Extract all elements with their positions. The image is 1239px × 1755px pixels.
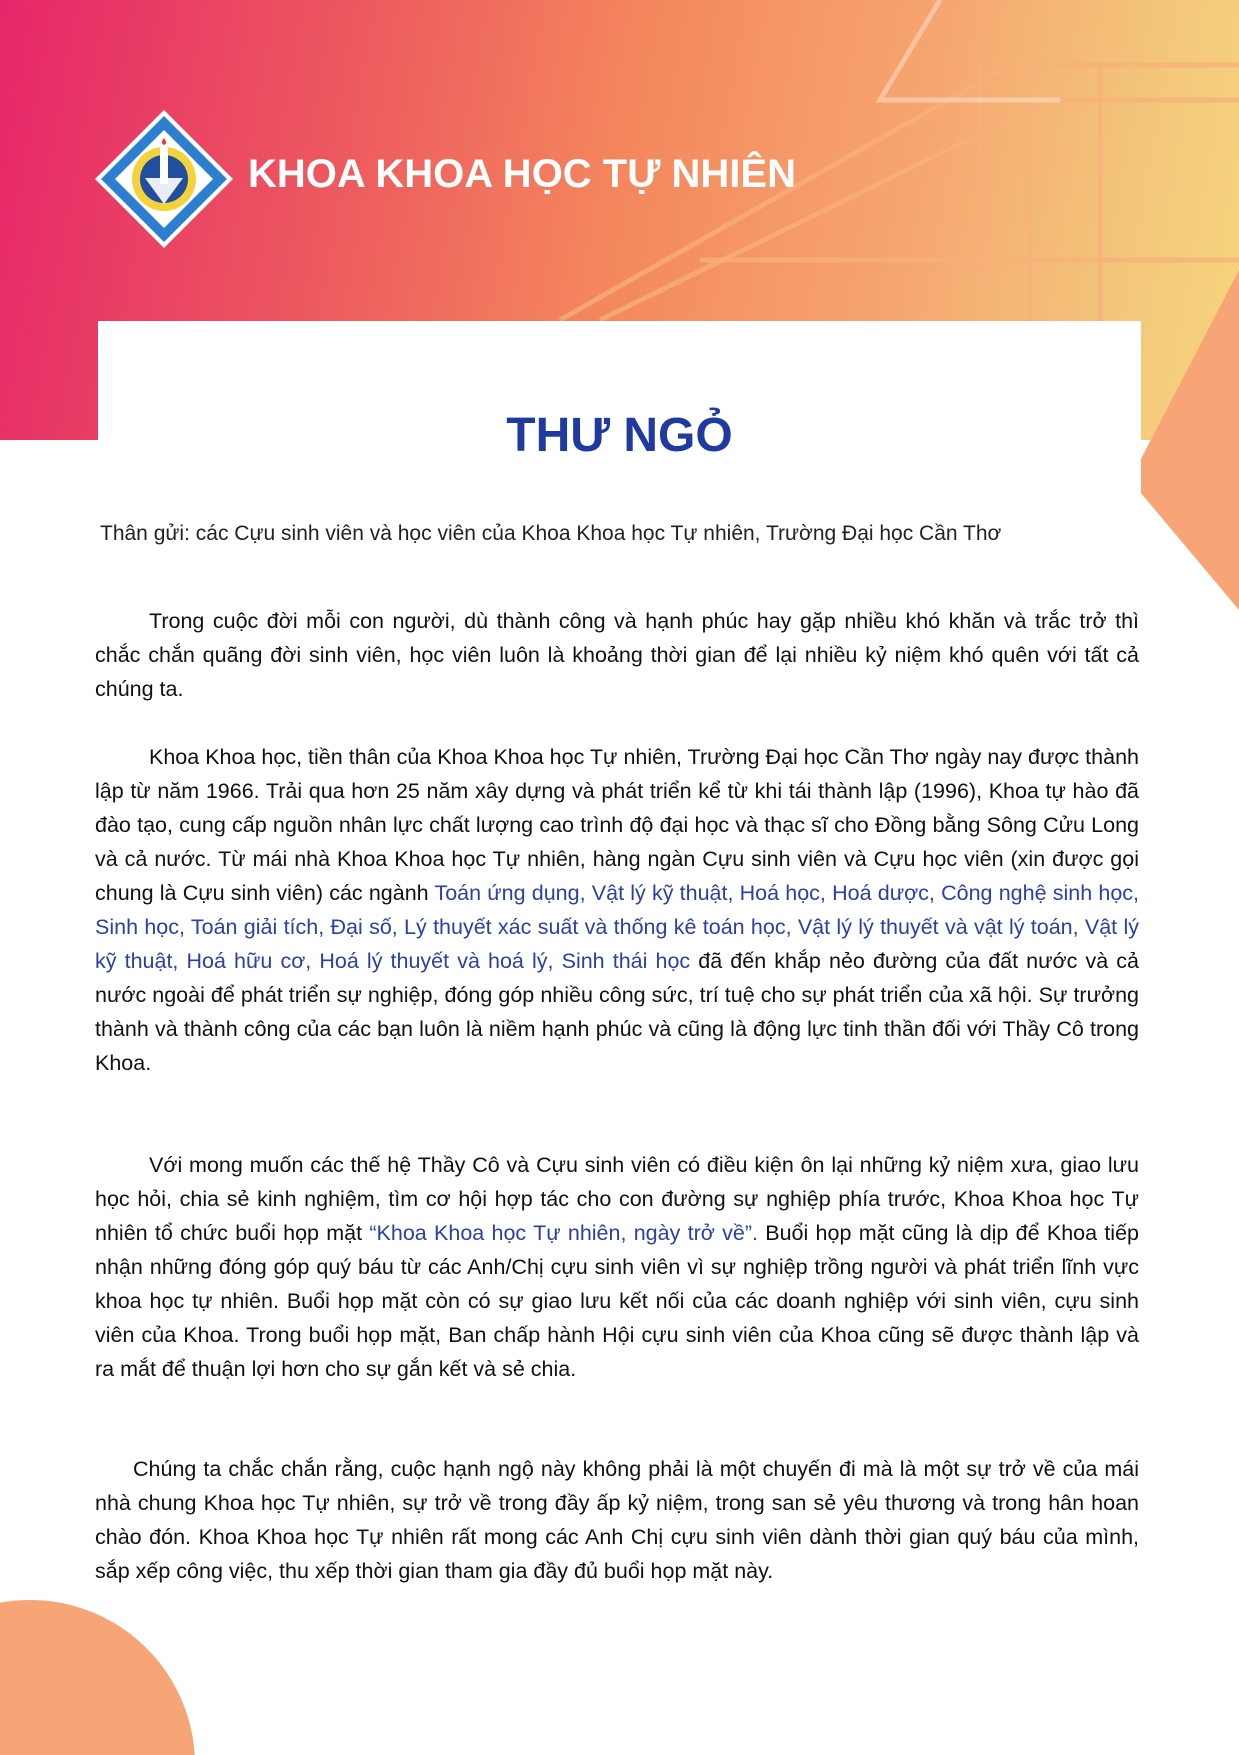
decorative-circle — [0, 1580, 200, 1755]
paragraph-4 — [95, 1452, 1139, 1588]
paragraph-3-text-a: Với mong muốn các thế hệ Thầy Cô và Cựu sinh viên có điều kiện ôn lại những kỷ niệm xưa, giao lưu học hỏi, chia sẻ kinh nghiệm, tìm cơ hội hợp tác cho con đường sự nghiệp phía trước, Khoa Khoa học Tự nhiên tổ chức buổi họp mặt — [95, 1152, 1139, 1245]
paragraph-2-text-a: Khoa Khoa học, tiền thân của Khoa Khoa học Tự nhiên, Trường Đại học Cần Thơ ngày nay được thành lập từ năm 1966. Trải qua hơn 25 năm xây dựng và phát triển kể từ khi tái thành lập (1996), Khoa tự hào đã đào tạo, cung cấp nguồn nhân lực chất lượng cao trình độ đại học và thạc sĩ cho Đồng bằng Sông Cửu Long và cả nước. Từ mái nhà Khoa Khoa học Tự nhiên, hàng ngàn Cựu sinh viên và Cựu học viên (xin được gọi chung là Cựu sinh viên) các ngành — [95, 744, 1139, 905]
letter-title: THƯ NGỎ — [506, 409, 733, 462]
paragraph-1 — [95, 604, 1139, 706]
paragraph-2 — [95, 740, 1139, 1080]
majors-list: Toán ứng dụng, Vật lý kỹ thuật, Hoá học, Hoá dược, Công nghệ sinh học, Sinh học, Toán giải tích, Đại số, Lý thuyết xác suất và thống kê toán học, Vật lý lý thuyết và vật lý toán, Vật lý kỹ thuật, Hoá hữu cơ, Hoá lý thuyết và hoá lý, Sinh thái học — [95, 880, 1139, 973]
paragraph-1-text: Trong cuộc đời mỗi con người, dù thành công và hạnh phúc hay gặp nhiều khó khăn và trắc trở thì chắc chắn quãng đời sinh viên, học viên luôn là khoảng thời gian để lại nhiều kỷ niệm khó quên với tất cả chúng ta. — [95, 608, 1139, 701]
faculty-name: KHOA KHOA HỌC TỰ NHIÊN — [248, 152, 796, 196]
paragraph-3 — [95, 1148, 1139, 1386]
event-name: “Khoa Khoa học Tự nhiên, ngày trở về”. — [369, 1220, 758, 1245]
university-logo — [93, 108, 235, 250]
decorative-triangle — [1130, 270, 1239, 610]
paragraph-2-text-b: đã đến khắp nẻo đường của đất nước và cả nước ngoài để phát triển sự nghiệp, đóng góp nhiều công sức, trí tuệ cho sự phát triển của xã hội. Sự trưởng thành và thành công của các bạn luôn là niềm hạnh phúc và cũng là động lực tinh thần đối với Thầy Cô trong Khoa. — [95, 948, 1139, 1075]
paragraph-4-text: Chúng ta chắc chắn rằng, cuộc hạnh ngộ này không phải là một chuyến đi mà là một sự trở về của mái nhà chung Khoa học Tự nhiên, sự trở về trong đầy ấp kỷ niệm, trong san sẻ yêu thương và trong hân hoan chào đón. Khoa Khoa học Tự nhiên rất mong các Anh Chị cựu sinh viên dành thời gian quý báu của mình, sắp xếp công việc, thu xếp thời gian tham gia đầy đủ buổi họp mặt này. — [95, 1456, 1139, 1583]
paragraph-3-text-b: Buổi họp mặt cũng là dịp để Khoa tiếp nhận những đóng góp quý báu từ các Anh/Chị cựu sinh viên vì sự nghiệp trồng người và phát triển lĩnh vực khoa học tự nhiên. Buổi họp mặt còn có sự giao lưu kết nối của các doanh nghiệp với sinh viên, cựu sinh viên của Khoa. Trong buổi họp mặt, Ban chấp hành Hội cựu sinh viên của Khoa cũng sẽ được thành lập và ra mắt để thuận lợi hơn cho sự gắn kết và sẻ chia. — [95, 1220, 1140, 1381]
letter-greeting: Thân gửi: các Cựu sinh viên và học viên của Khoa Khoa học Tự nhiên, Trường Đại học Cần Thơ — [100, 522, 1002, 545]
